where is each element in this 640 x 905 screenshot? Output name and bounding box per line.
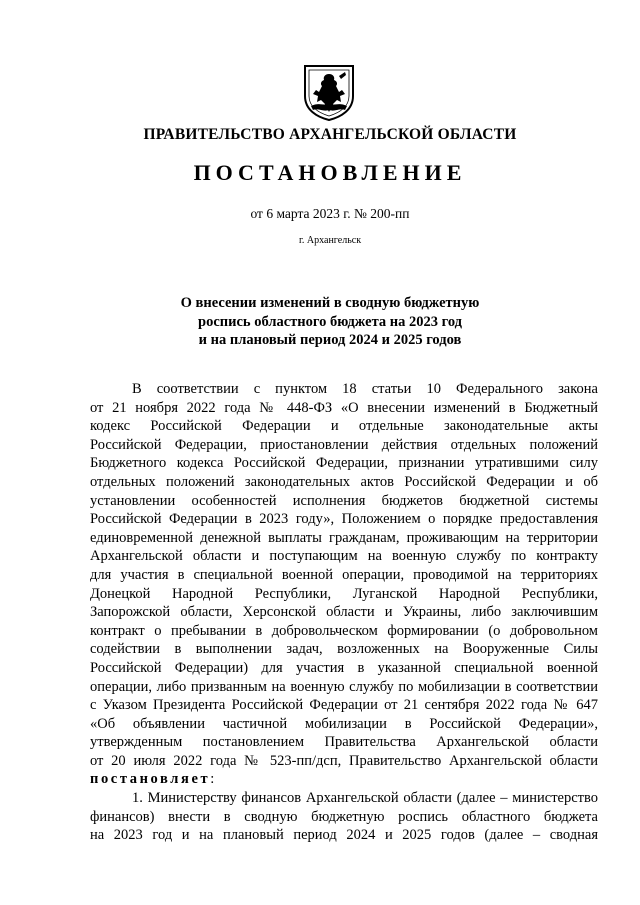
item-line: финансов) внести в сводную бюджетную роспись областного бюджета	[90, 808, 598, 825]
body-line: с Указом Президента Российской Федерации от 21 сентября 2022 года № 647	[90, 697, 598, 714]
government-name: ПРАВИТЕЛЬСТВО АРХАНГЕЛЬСКОЙ ОБЛАСТИ	[143, 126, 517, 143]
body-line: Донецкой Народной Республики, Луганской Народной Республики,	[90, 585, 598, 602]
body-line: В соответствии с пунктом 18 статьи 10 Федерального закона	[132, 381, 598, 397]
body-line: Российской Федерации в 2023 году», Положением о порядке предоставления	[90, 511, 598, 528]
body-line: установлении особенностей исполнения бюджетов бюджетной системы	[90, 492, 598, 509]
item-line: 1. Министерству финансов Архангельской области (далее – министерство	[132, 790, 598, 807]
body-line: от 20 июля 2022 года № 523-пп/дсп, Правительство Архангельской области	[90, 752, 598, 769]
document-title	[60, 294, 600, 350]
body-line: единовременной денежной выплаты гражданам, проживающим на территории	[90, 529, 598, 546]
date-and-number: от 6 марта 2023 г. № 200-пп	[250, 206, 410, 221]
document-body	[90, 380, 598, 845]
city-name: г. Архангельск	[298, 235, 362, 246]
title-line: роспись областного бюджета на 2023 год	[198, 313, 462, 330]
body-line: операции, либо призванным на военную службу по мобилизации в соответствии	[90, 678, 598, 695]
body-line: содействии в выполнении задач, возложенных на Вооруженные Силы	[90, 641, 598, 658]
body-line: Запорожской области, Херсонской области и Украины, либо заключившим	[90, 604, 598, 621]
body-line: для участия в специальной военной операции, проводимой на территориях	[90, 566, 598, 583]
title-line: О внесении изменений в сводную бюджетную	[180, 295, 480, 311]
body-line: от 21 ноября 2022 года № 448-ФЗ «О внесении изменений в Бюджетный	[90, 399, 598, 416]
document-type-heading: ПОСТАНОВЛЕНИЕ	[193, 160, 467, 185]
decree-colon: :	[210, 771, 215, 788]
body-line: отдельных положений законодательных актов Российской Федерации и об	[90, 473, 598, 490]
body-line: утвержденным постановлением Правительства Архангельской области	[90, 734, 598, 751]
body-line: Российской Федерации, приостановлении действия отдельных положений	[90, 436, 598, 453]
body-line: Архангельской области и поступающим на военную службу по контракту	[90, 548, 598, 565]
body-line: контракт о пребывании в добровольческом формировании (о добровольном	[90, 622, 598, 639]
body-line: «Об объявлении частичной мобилизации в Российской Федерации»,	[90, 715, 598, 732]
decree-line	[90, 770, 598, 789]
decree-word: постановляет	[90, 771, 211, 788]
item-line: на 2023 год и на плановый период 2024 и 2025 годов (далее – сводная	[90, 827, 598, 844]
body-line: Бюджетного кодекса Российской Федерации, признании утратившими силу	[90, 455, 598, 472]
body-line: Российской Федерации) для участия в указанной специальной военной	[90, 659, 598, 676]
coat-of-arms-emblem	[299, 62, 359, 122]
body-line: кодекс Российской Федерации и отдельные законодательные акты	[90, 418, 598, 435]
title-line: и на плановый период 2024 и 2025 годов	[198, 332, 462, 348]
